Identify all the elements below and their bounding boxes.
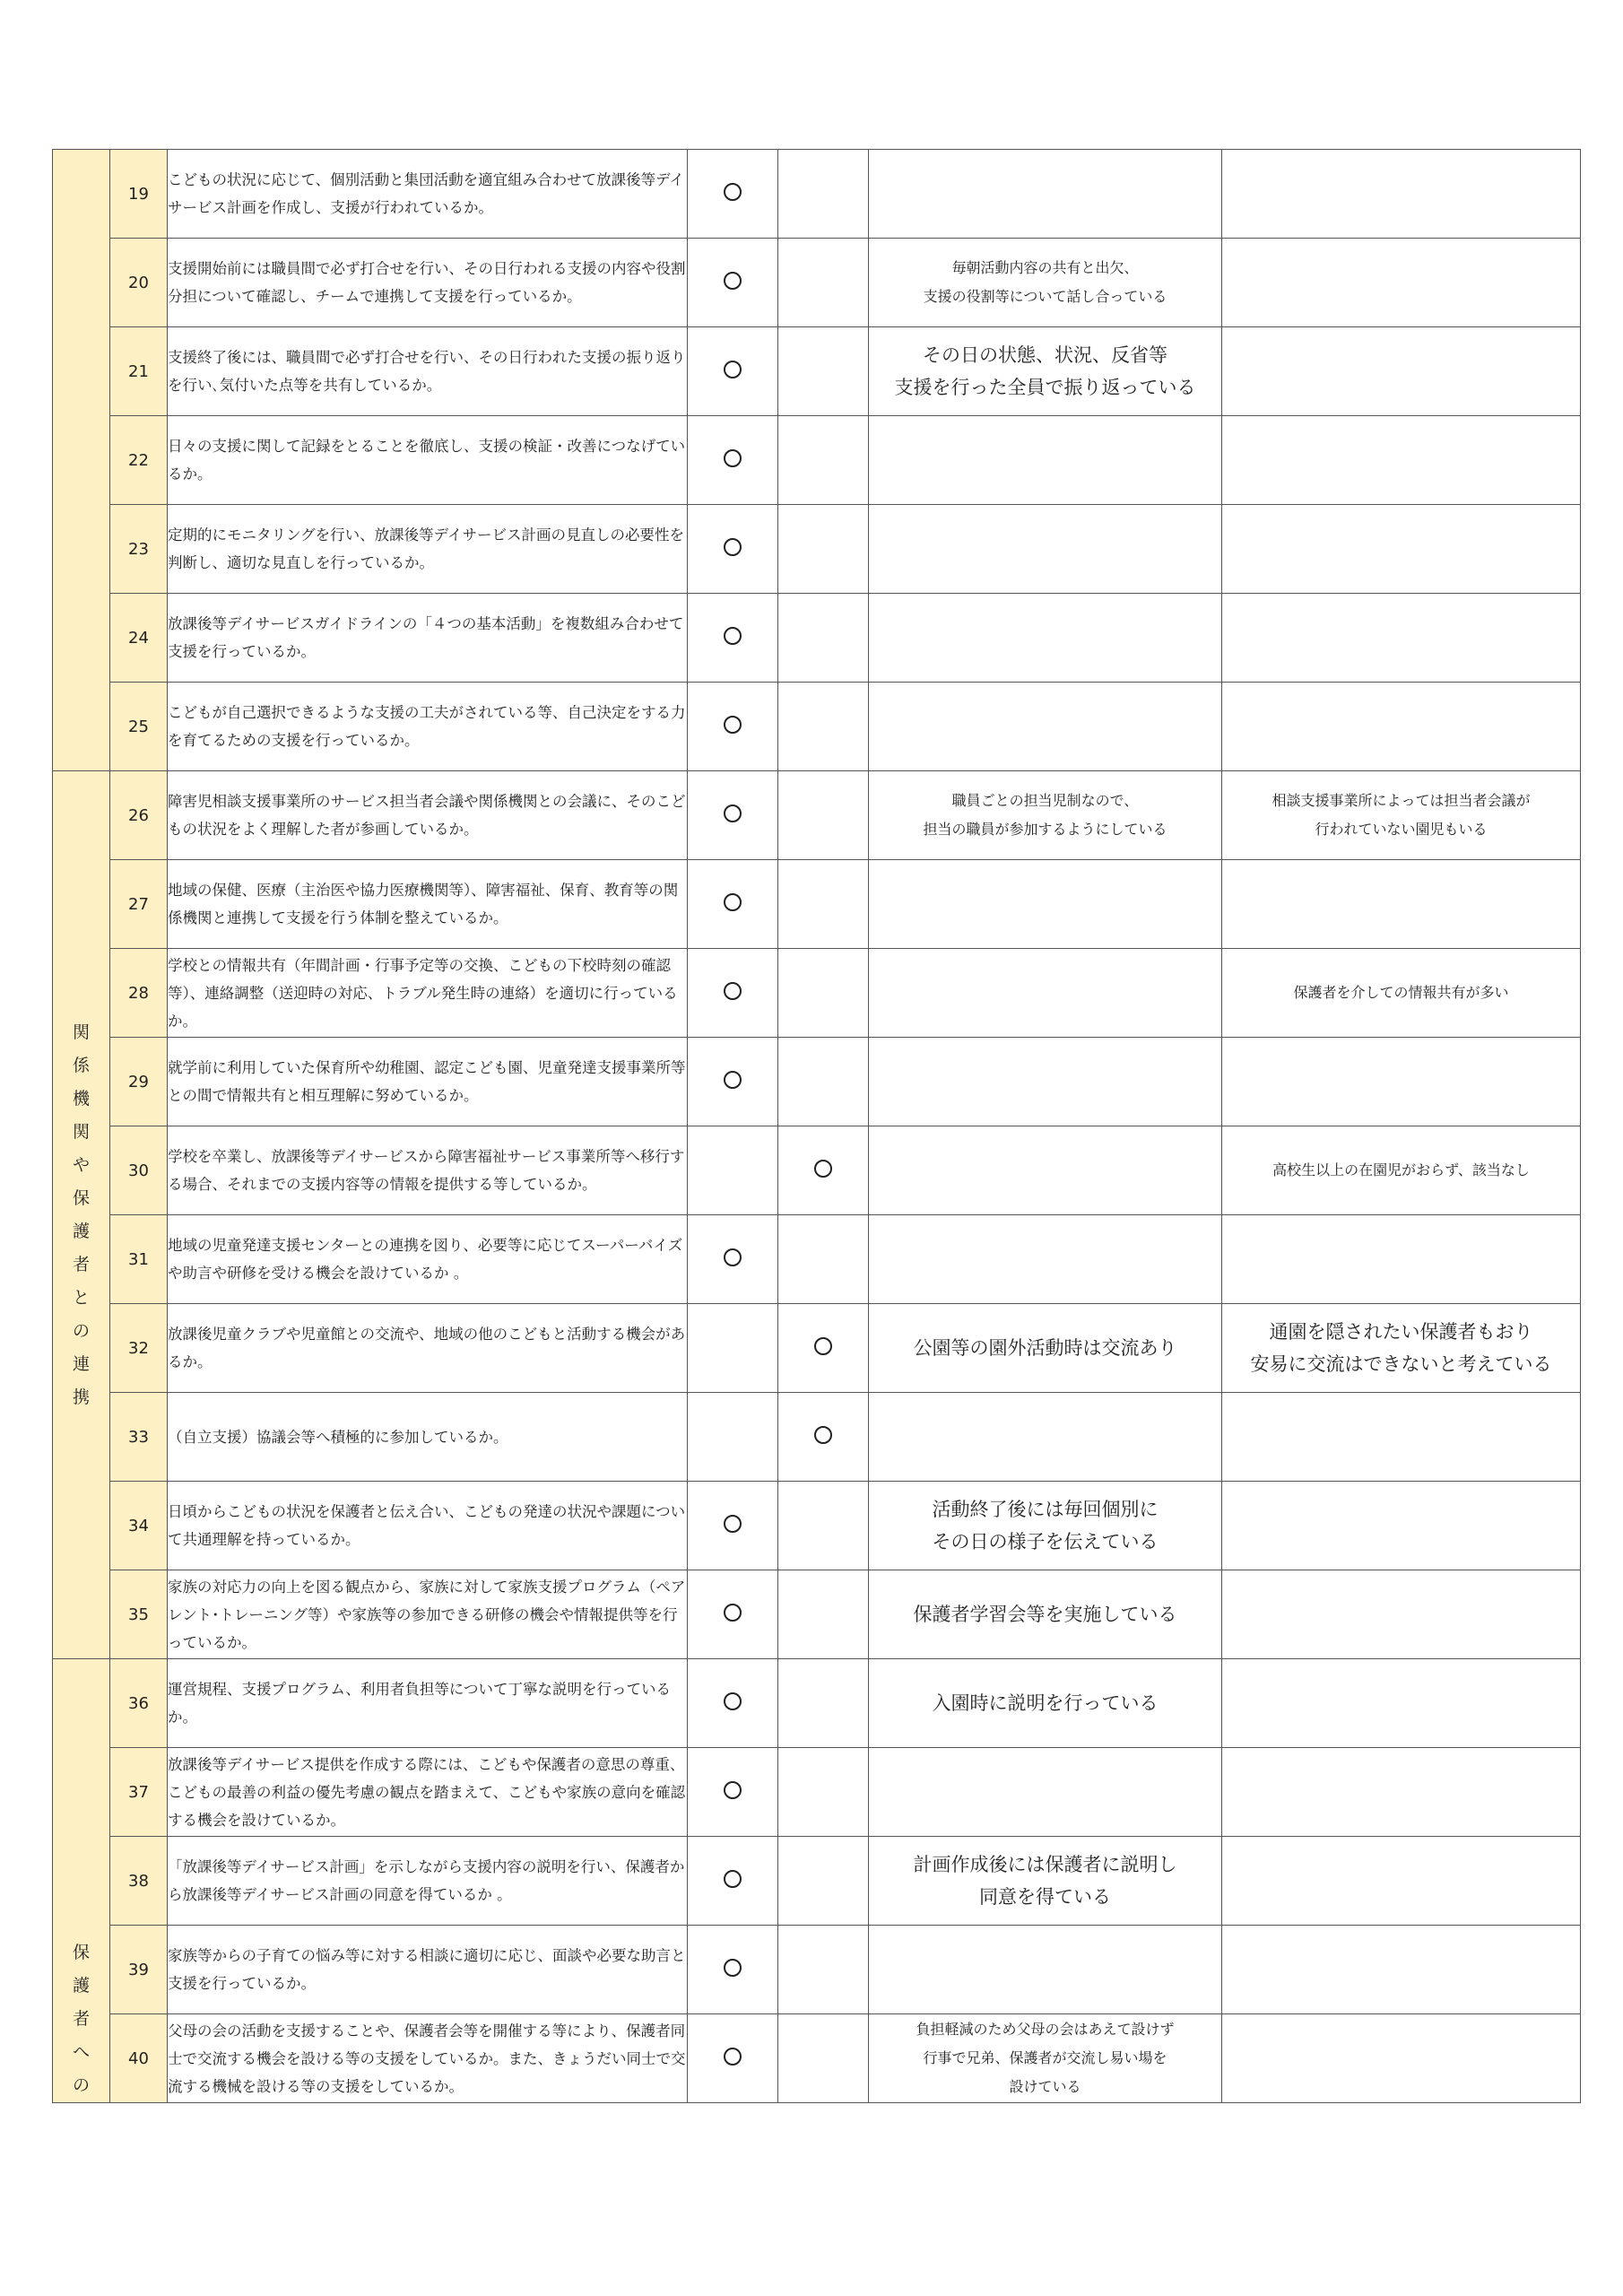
answer-yes-cell — [688, 1038, 778, 1126]
circle-mark-icon — [724, 716, 742, 734]
circle-mark-icon — [814, 1426, 832, 1444]
question-text: 家族等からの子育ての悩み等に対する相談に適切に応じ、面談や必要な助言と支援を行っているか。 — [168, 1926, 688, 2014]
table-row — [53, 860, 1581, 949]
question-text: 放課後等デイサービス提供を作成する際には、こどもや保護者の意思の尊重、こどもの最善の利益の優先考慮の観点を踏まえて、こどもや家族の意向を確認する機会を設けているか。 — [168, 1748, 688, 1837]
circle-mark-icon — [724, 1959, 742, 1977]
answer-no-cell — [778, 771, 869, 860]
circle-mark-icon — [724, 1692, 742, 1710]
answer-no-cell — [778, 1659, 869, 1748]
answer-no-cell — [778, 416, 869, 505]
question-text: 学校を卒業し、放課後等デイサービスから障害福祉サービス事業所等へ移行する場合、それまでの支援内容等の情報を提供する等しているか。 — [168, 1126, 688, 1215]
improvement-comment-cell — [1222, 1659, 1581, 1748]
table-row — [53, 239, 1581, 327]
effort-comment-cell — [869, 239, 1222, 327]
answer-no-cell — [778, 683, 869, 771]
table-row — [53, 150, 1581, 239]
answer-no-cell — [778, 239, 869, 327]
circle-mark-icon — [724, 538, 742, 556]
item-number: 36 — [110, 1659, 168, 1748]
item-number: 29 — [110, 1038, 168, 1126]
table-row — [53, 1126, 1581, 1215]
table-row — [53, 594, 1581, 683]
item-number: 23 — [110, 505, 168, 594]
answer-no-cell — [778, 1748, 869, 1837]
category-cell-continued — [53, 150, 110, 771]
answer-no-cell — [778, 150, 869, 239]
answer-yes-cell — [688, 150, 778, 239]
question-text: 日々の支援に関して記録をとることを徹底し、支援の検証・改善につなげているか。 — [168, 416, 688, 505]
answer-no-cell — [778, 1393, 869, 1482]
improvement-comment: 相談支援事業所によっては担当者会議が 行われていない園児もいる — [1271, 792, 1531, 838]
answer-no-cell — [778, 327, 869, 416]
circle-mark-icon — [724, 183, 742, 201]
table-row — [53, 1482, 1581, 1570]
answer-yes-cell — [688, 416, 778, 505]
item-number: 27 — [110, 860, 168, 949]
question-text: 地域の保健、医療（主治医や協力医療機関等）、障害福祉、保育、教育等の関係機関と連携して支援を行う体制を整えているか。 — [168, 860, 688, 949]
effort-comment: 職員ごとの担当児制なので、 担当の職員が参加するようにしている — [923, 792, 1167, 838]
improvement-comment: 通園を隠されたい保護者もおり 安易に交流はできないと考えている — [1250, 1321, 1552, 1375]
answer-yes-cell — [688, 239, 778, 327]
question-text: 日頃からこどもの状況を保護者と伝え合い、こどもの発達の状況や課題について共通理解を持っているか。 — [168, 1482, 688, 1570]
answer-yes-cell — [688, 771, 778, 860]
answer-yes-cell — [688, 683, 778, 771]
answer-no-cell — [778, 1570, 869, 1659]
answer-yes-cell — [688, 594, 778, 683]
question-text: 学校との情報共有（年間計画・行事予定等の交換、こどもの下校時刻の確認等）、連絡調整（送迎時の対応、トラブル発生時の連絡）を適切に行っているか。 — [168, 949, 688, 1038]
answer-yes-cell — [688, 2014, 778, 2103]
item-number: 22 — [110, 416, 168, 505]
improvement-comment-cell — [1222, 1304, 1581, 1393]
improvement-comment-cell — [1222, 505, 1581, 594]
effort-comment-cell — [869, 860, 1222, 949]
table-row — [53, 683, 1581, 771]
table-row — [53, 1215, 1581, 1304]
answer-no-cell — [778, 1126, 869, 1215]
category-cell-coordination — [53, 771, 110, 1659]
question-text: 放課後児童クラブや児童館との交流や、地域の他のこどもと活動する機会があるか。 — [168, 1304, 688, 1393]
item-number: 19 — [110, 150, 168, 239]
circle-mark-icon — [724, 449, 742, 467]
effort-comment-cell — [869, 1570, 1222, 1659]
circle-mark-icon — [724, 1071, 742, 1089]
table-row — [53, 416, 1581, 505]
answer-no-cell — [778, 1482, 869, 1570]
question-text: 障害児相談支援事業所のサービス担当者会議や関係機関との会議に、そのこどもの状況をよく理解した者が参画しているか。 — [168, 771, 688, 860]
circle-mark-icon — [724, 1248, 742, 1266]
answer-yes-cell — [688, 1748, 778, 1837]
item-number: 28 — [110, 949, 168, 1038]
circle-mark-icon — [814, 1337, 832, 1355]
item-number: 24 — [110, 594, 168, 683]
improvement-comment-cell — [1222, 683, 1581, 771]
item-number: 39 — [110, 1926, 168, 2014]
question-text: 放課後等デイサービスガイドラインの「４つの基本活動」を複数組み合わせて支援を行っているか。 — [168, 594, 688, 683]
circle-mark-icon — [724, 1781, 742, 1799]
table-row — [53, 2014, 1581, 2103]
category-label: 保護者への — [72, 1943, 90, 2095]
item-number: 38 — [110, 1837, 168, 1926]
improvement-comment-cell — [1222, 327, 1581, 416]
question-text: 運営規程、支援プログラム、利用者負担等について丁寧な説明を行っているか。 — [168, 1659, 688, 1748]
item-number: 25 — [110, 683, 168, 771]
effort-comment-cell — [869, 1482, 1222, 1570]
effort-comment: その日の状態、状況、反省等 支援を行った全員で振り返っている — [894, 344, 1196, 398]
table-row — [53, 949, 1581, 1038]
answer-no-cell — [778, 1038, 869, 1126]
table-row — [53, 1038, 1581, 1126]
answer-no-cell — [778, 594, 869, 683]
improvement-comment-cell — [1222, 1482, 1581, 1570]
item-number: 31 — [110, 1215, 168, 1304]
answer-no-cell — [778, 2014, 869, 2103]
question-text: 「放課後等デイサービス計画」を示しながら支援内容の説明を行い、保護者から放課後等デイサービス計画の同意を得ているか 。 — [168, 1837, 688, 1926]
improvement-comment-cell — [1222, 1837, 1581, 1926]
circle-mark-icon — [814, 1160, 832, 1178]
improvement-comment-cell — [1222, 416, 1581, 505]
item-number: 33 — [110, 1393, 168, 1482]
effort-comment-cell — [869, 1304, 1222, 1393]
improvement-comment-cell — [1222, 239, 1581, 327]
item-number: 34 — [110, 1482, 168, 1570]
improvement-comment-cell — [1222, 1038, 1581, 1126]
answer-no-cell — [778, 1837, 869, 1926]
table-row — [53, 1926, 1581, 2014]
table-row — [53, 1570, 1581, 1659]
effort-comment-cell — [869, 949, 1222, 1038]
circle-mark-icon — [724, 2048, 742, 2066]
item-number: 35 — [110, 1570, 168, 1659]
effort-comment: 保護者学習会等を実施している — [913, 1604, 1177, 1625]
improvement-comment-cell — [1222, 771, 1581, 860]
question-text: 支援開始前には職員間で必ず打合せを行い、その日行われる支援の内容や役割分担について確認し、チームで連携して支援を行っているか。 — [168, 239, 688, 327]
effort-comment-cell — [869, 327, 1222, 416]
item-number: 20 — [110, 239, 168, 327]
answer-no-cell — [778, 949, 869, 1038]
item-number: 21 — [110, 327, 168, 416]
circle-mark-icon — [724, 804, 742, 822]
answer-yes-cell — [688, 1482, 778, 1570]
answer-yes-cell — [688, 1304, 778, 1393]
effort-comment: 活動終了後には毎回個別に その日の様子を伝えている — [932, 1499, 1159, 1552]
question-text: 家族の対応力の向上を図る観点から、家族に対して家族支援プログラム（ペアレント･トレーニング等）や家族等の参加できる研修の機会や情報提供等を行っているか。 — [168, 1570, 688, 1659]
effort-comment: 計画作成後には保護者に説明し 同意を得ている — [913, 1854, 1177, 1908]
question-text: 支援終了後には、職員間で必ず打合せを行い、その日行われた支援の振り返りを行い､気付いた点等を共有しているか。 — [168, 327, 688, 416]
table-row — [53, 1393, 1581, 1482]
table-row — [53, 771, 1581, 860]
improvement-comment-cell — [1222, 1393, 1581, 1482]
circle-mark-icon — [724, 272, 742, 290]
item-number: 37 — [110, 1748, 168, 1837]
effort-comment: 負担軽減のため父母の会はあえて設けず 行事で兄弟、保護者が交流し易い場を 設けている — [916, 2021, 1175, 2095]
effort-comment-cell — [869, 1393, 1222, 1482]
circle-mark-icon — [724, 627, 742, 645]
question-text: 就学前に利用していた保育所や幼稚園、認定こども園、児童発達支援事業所等との間で情報共有と相互理解に努めているか。 — [168, 1038, 688, 1126]
table-row — [53, 1659, 1581, 1748]
answer-yes-cell — [688, 1926, 778, 2014]
effort-comment-cell — [869, 1215, 1222, 1304]
effort-comment-cell — [869, 505, 1222, 594]
answer-yes-cell — [688, 949, 778, 1038]
answer-yes-cell — [688, 1570, 778, 1659]
effort-comment: 公園等の園外活動時は交流あり — [913, 1337, 1177, 1359]
answer-no-cell — [778, 1926, 869, 2014]
effort-comment-cell — [869, 1038, 1222, 1126]
improvement-comment: 保護者を介しての情報共有が多い — [1293, 984, 1509, 1001]
question-text: （自立支援）協議会等へ積極的に参加しているか。 — [168, 1393, 688, 1482]
effort-comment-cell — [869, 416, 1222, 505]
circle-mark-icon — [724, 893, 742, 911]
effort-comment-cell — [869, 150, 1222, 239]
effort-comment-cell — [869, 2014, 1222, 2103]
answer-no-cell — [778, 505, 869, 594]
item-number: 26 — [110, 771, 168, 860]
table-row — [53, 1304, 1581, 1393]
answer-yes-cell — [688, 1659, 778, 1748]
improvement-comment-cell — [1222, 1570, 1581, 1659]
answer-yes-cell — [688, 1837, 778, 1926]
item-number: 32 — [110, 1304, 168, 1393]
answer-yes-cell — [688, 327, 778, 416]
question-text: 地域の児童発達支援センターとの連携を図り、必要等に応じてスーパーバイズや助言や研修を受ける機会を設けているか 。 — [168, 1215, 688, 1304]
question-text: こどもの状況に応じて、個別活動と集団活動を適宜組み合わせて放課後等デイサービス計画を作成し、支援が行われているか。 — [168, 150, 688, 239]
improvement-comment-cell — [1222, 860, 1581, 949]
table-row — [53, 505, 1581, 594]
question-text: こどもが自己選択できるような支援の工夫がされている等、自己決定をする力を育てるための支援を行っているか。 — [168, 683, 688, 771]
table-row — [53, 1837, 1581, 1926]
improvement-comment-cell — [1222, 1126, 1581, 1215]
table-row — [53, 327, 1581, 416]
answer-no-cell — [778, 1215, 869, 1304]
effort-comment-cell — [869, 1748, 1222, 1837]
circle-mark-icon — [724, 1604, 742, 1622]
answer-yes-cell — [688, 1215, 778, 1304]
effort-comment: 入園時に説明を行っている — [932, 1692, 1159, 1714]
answer-no-cell — [778, 1304, 869, 1393]
improvement-comment-cell — [1222, 1748, 1581, 1837]
category-cell-parent-support — [53, 1659, 110, 2103]
circle-mark-icon — [724, 1515, 742, 1533]
evaluation-table — [52, 149, 1581, 2103]
evaluation-sheet — [52, 149, 1581, 2103]
question-text: 父母の会の活動を支援することや、保護者会等を開催する等により、保護者同士で交流する機会を設ける等の支援をしているか。また、きょうだい同士で交流する機械を設ける等の支援をしているか。 — [168, 2014, 688, 2103]
effort-comment-cell — [869, 1926, 1222, 2014]
answer-yes-cell — [688, 860, 778, 949]
answer-yes-cell — [688, 505, 778, 594]
improvement-comment-cell — [1222, 2014, 1581, 2103]
improvement-comment-cell — [1222, 1926, 1581, 2014]
improvement-comment-cell — [1222, 1215, 1581, 1304]
improvement-comment-cell — [1222, 150, 1581, 239]
circle-mark-icon — [724, 982, 742, 1000]
table-row — [53, 1748, 1581, 1837]
answer-no-cell — [778, 860, 869, 949]
question-text: 定期的にモニタリングを行い、放課後等デイサービス計画の見直しの必要性を判断し、適切な見直しを行っているか。 — [168, 505, 688, 594]
improvement-comment-cell — [1222, 594, 1581, 683]
effort-comment-cell — [869, 594, 1222, 683]
effort-comment-cell — [869, 1126, 1222, 1215]
answer-yes-cell — [688, 1393, 778, 1482]
effort-comment: 毎朝活動内容の共有と出欠、 支援の役割等について話し合っている — [923, 259, 1167, 305]
effort-comment-cell — [869, 771, 1222, 860]
improvement-comment: 高校生以上の在園児がおらず、該当なし — [1272, 1161, 1530, 1178]
effort-comment-cell — [869, 683, 1222, 771]
circle-mark-icon — [724, 1870, 742, 1888]
item-number: 40 — [110, 2014, 168, 2103]
answer-yes-cell — [688, 1126, 778, 1215]
improvement-comment-cell — [1222, 949, 1581, 1038]
effort-comment-cell — [869, 1837, 1222, 1926]
category-label: 関係機関や保護者との連携 — [72, 1022, 90, 1407]
circle-mark-icon — [724, 361, 742, 378]
item-number: 30 — [110, 1126, 168, 1215]
effort-comment-cell — [869, 1659, 1222, 1748]
